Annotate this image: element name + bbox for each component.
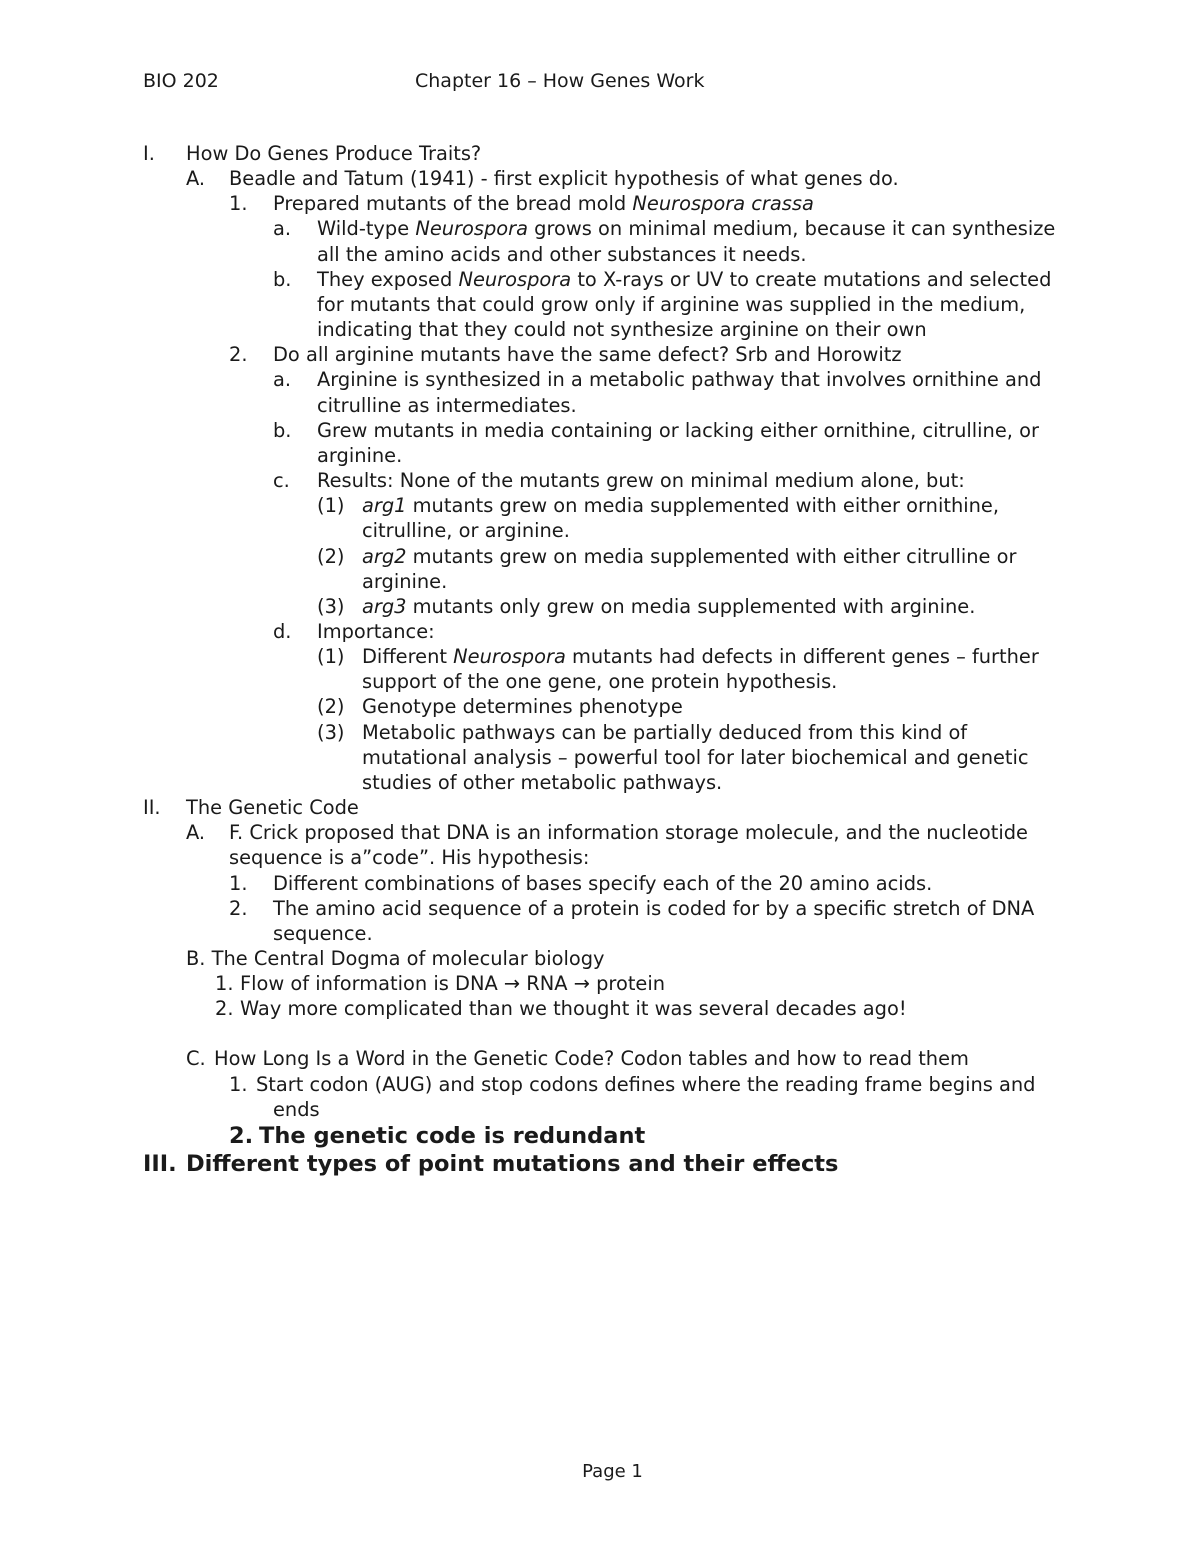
- outline-item: [0, 367, 1200, 417]
- outline-text: [0, 1046, 1060, 1071]
- outline-marker: III.: [143, 1150, 177, 1177]
- outline-item: [0, 493, 1200, 543]
- outline-text: [0, 267, 1060, 342]
- outline-text: [0, 544, 1060, 594]
- outline-text-span: Different: [362, 645, 454, 669]
- blank-line: [0, 1021, 1200, 1046]
- outline-item: [0, 820, 1200, 870]
- outline-text-span: Wild-type: [317, 217, 416, 241]
- outline-text: [0, 141, 1060, 166]
- outline-text-span: mutants had defects in different genes – further support of the one gene, one protein hypothesis.: [362, 645, 1039, 694]
- outline-text: [0, 216, 1060, 266]
- outline-item: [0, 141, 1200, 166]
- outline-text: [0, 342, 1060, 367]
- outline-text: [0, 166, 1060, 191]
- outline-marker: 2.: [229, 896, 248, 920]
- outline-marker: d.: [273, 619, 292, 643]
- outline-text: [0, 1122, 1060, 1150]
- outline-text: [0, 896, 1060, 946]
- outline-item: [0, 267, 1200, 342]
- outline-text: [0, 619, 1060, 644]
- outline-text-span: Results: None of the mutants grew on minimal medium alone, but:: [317, 469, 965, 493]
- outline-marker: (2): [317, 695, 345, 719]
- outline-marker: (2): [317, 544, 345, 568]
- outline-text: [0, 820, 1060, 870]
- outline-text-span: The Genetic Code: [186, 796, 359, 820]
- outline-marker: (1): [317, 645, 345, 669]
- outline-marker: I.: [143, 142, 155, 165]
- outline-text-span: mutants grew on media supplemented with either citrulline or arginine.: [362, 544, 1017, 593]
- outline-text: [0, 720, 1060, 795]
- outline-text-span: Genotype determines phenotype: [362, 695, 683, 719]
- outline-text-span: F. Crick proposed that DNA is an information storage molecule, and the nucleotide sequence is a”code”. His hypothesis:: [229, 821, 1028, 870]
- outline-marker: A.: [186, 167, 206, 191]
- outline-text: [0, 694, 1060, 719]
- outline-marker: 2.: [215, 997, 234, 1021]
- outline-text: [0, 996, 1060, 1021]
- outline-text-span: Importance:: [317, 619, 435, 643]
- outline-item: [0, 971, 1200, 996]
- outline-item: [0, 1122, 1200, 1150]
- outline-text-span: Metabolic pathways can be partially deduced from this kind of mutational analysis – powerful tool for later biochemical and genetic studies of other metabolic pathways.: [362, 720, 1029, 794]
- outline-text-span: Beadle and Tatum (1941) - first explicit hypothesis of what genes do.: [229, 167, 899, 191]
- outline-marker: C.: [186, 1047, 206, 1071]
- course-code: BIO 202: [143, 70, 219, 92]
- page-number: Page 1: [582, 1461, 643, 1482]
- outline-item: [0, 871, 1200, 896]
- outline-text: [0, 1072, 1060, 1122]
- outline-marker: (3): [317, 594, 345, 618]
- outline-text: [0, 367, 1060, 417]
- outline-text-span: They exposed: [317, 267, 459, 291]
- outline-marker: b.: [273, 267, 292, 291]
- outline-marker: 1.: [215, 972, 234, 996]
- outline-item: [0, 544, 1200, 594]
- outline-text-span: How Do Genes Produce Traits?: [186, 142, 482, 165]
- lecture-outline: [0, 141, 1200, 1178]
- outline-item: [0, 594, 1200, 619]
- outline-text-span: mutants only grew on media supplemented with arginine.: [406, 594, 976, 618]
- outline-text-span: grows on minimal medium, because it can synthesize all the amino acids and other substances it needs.: [317, 217, 1056, 266]
- outline-item: [0, 1072, 1200, 1122]
- italic-term: arg1: [362, 494, 407, 518]
- outline-text: [0, 946, 1060, 971]
- outline-text-span: Flow of information is DNA → RNA → protein: [240, 972, 666, 996]
- outline-marker: 1.: [229, 871, 248, 895]
- italic-term: arg3: [362, 594, 407, 618]
- page-footer: [0, 1461, 1200, 1482]
- outline-text: [0, 871, 1060, 896]
- outline-text-span: The amino acid sequence of a protein is coded for by a specific stretch of DNA sequence.: [273, 896, 1035, 945]
- outline-text: [0, 468, 1060, 493]
- outline-marker: 1.: [229, 1072, 248, 1096]
- outline-text-span: to X-rays or UV to create mutations and selected for mutants that could grow only if arginine was supplied in the medium, indicating that they could not synthesize arginine on their own: [317, 267, 1052, 342]
- outline-item: [0, 166, 1200, 191]
- outline-text-span: Arginine is synthesized in a metabolic pathway that involves ornithine and citrulline as intermediates.: [317, 368, 1042, 417]
- italic-term: arg2: [362, 544, 407, 568]
- italic-term: Neurospora: [458, 267, 572, 291]
- outline-marker: 2.: [229, 1122, 254, 1149]
- outline-text: [0, 493, 1060, 543]
- outline-item: [0, 644, 1200, 694]
- outline-marker: c.: [273, 469, 290, 493]
- outline-text-span: Way more complicated than we thought it was several decades ago!: [240, 997, 907, 1021]
- outline-text-span: Prepared mutants of the bread mold: [273, 192, 633, 216]
- outline-text-span: Different types of point mutations and their effects: [186, 1150, 839, 1177]
- outline-item: [0, 468, 1200, 493]
- outline-text-span: How Long Is a Word in the Genetic Code? Codon tables and how to read them: [214, 1047, 969, 1071]
- outline-marker: II.: [143, 796, 161, 820]
- outline-item: [0, 1046, 1200, 1071]
- outline-item: [0, 946, 1200, 971]
- chapter-title: Chapter 16 – How Genes Work: [415, 70, 705, 92]
- outline-text: [0, 971, 1060, 996]
- outline-item: [0, 418, 1200, 468]
- outline-text-span: Different combinations of bases specify each of the 20 amino acids.: [273, 871, 933, 895]
- outline-item: [0, 996, 1200, 1021]
- outline-item: [0, 795, 1200, 820]
- outline-marker: a.: [273, 368, 292, 392]
- outline-marker: (3): [317, 720, 345, 744]
- outline-item: [0, 619, 1200, 644]
- outline-item: [0, 694, 1200, 719]
- italic-term: Neurospora: [453, 645, 566, 669]
- outline-text: [0, 191, 1060, 216]
- outline-text-span: Start codon (AUG) and stop codons defines where the reading frame begins and ends: [256, 1072, 1036, 1121]
- outline-marker: 1.: [229, 192, 248, 216]
- outline-marker: (1): [317, 494, 345, 518]
- outline-text-span: The genetic code is redundant: [259, 1122, 646, 1149]
- italic-term: Neurospora crassa: [632, 192, 814, 216]
- outline-text-span: B. The Central Dogma of molecular biology: [186, 947, 605, 970]
- outline-marker: 2.: [229, 343, 248, 367]
- outline-marker: b.: [273, 418, 292, 442]
- outline-marker: A.: [186, 821, 206, 845]
- outline-marker: a.: [273, 217, 292, 241]
- outline-item: [0, 896, 1200, 946]
- outline-text: [0, 594, 1060, 619]
- outline-text-span: mutants grew on media supplemented with either ornithine, citrulline, or arginine.: [362, 494, 1000, 543]
- outline-item: [0, 1150, 1200, 1178]
- italic-term: Neurospora: [415, 217, 529, 241]
- outline-text-span: Grew mutants in media containing or lacking either ornithine, citrulline, or arginine.: [317, 418, 1039, 467]
- outline-item: [0, 342, 1200, 367]
- outline-item: [0, 191, 1200, 216]
- outline-item: [0, 720, 1200, 795]
- outline-text: [0, 418, 1060, 468]
- outline-text: [0, 644, 1060, 694]
- outline-item: [0, 216, 1200, 266]
- outline-text-span: Do all arginine mutants have the same defect? Srb and Horowitz: [273, 343, 902, 367]
